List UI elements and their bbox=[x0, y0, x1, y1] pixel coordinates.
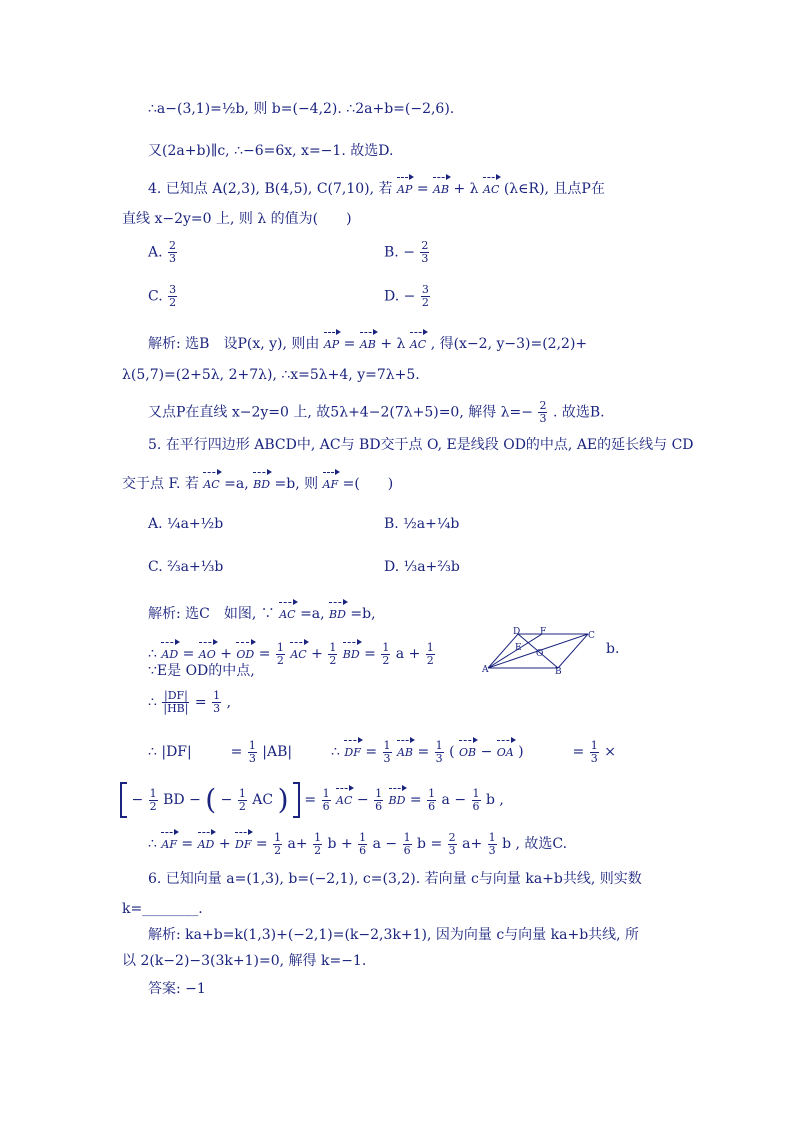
left-paren: ( bbox=[205, 783, 217, 816]
numerator: |DF| bbox=[163, 689, 188, 702]
q5-option-a bbox=[148, 515, 223, 533]
text: =b, 则 bbox=[274, 476, 319, 492]
text: − bbox=[454, 792, 467, 808]
text: a+ bbox=[462, 836, 483, 852]
numerator: 1 bbox=[314, 830, 322, 844]
q6-solution-line-1 bbox=[148, 926, 639, 944]
label-D: D bbox=[513, 627, 521, 637]
numerator: 1 bbox=[428, 786, 436, 800]
text: − bbox=[480, 744, 493, 760]
text: D. ⅓a+⅔b bbox=[384, 559, 460, 575]
text: a+ bbox=[287, 836, 308, 852]
text: = bbox=[364, 646, 376, 662]
numerator: 2 bbox=[539, 399, 547, 412]
label-F: F bbox=[540, 627, 547, 637]
text: + bbox=[218, 836, 231, 852]
text: =a, bbox=[224, 476, 249, 492]
text: b bbox=[327, 836, 337, 852]
vector-AC: AC bbox=[410, 330, 426, 354]
text: λ bbox=[396, 336, 406, 352]
denominator: 6 bbox=[375, 799, 383, 813]
q6-solution-line-2 bbox=[122, 952, 366, 970]
text: ∴ bbox=[331, 744, 340, 760]
fraction bbox=[328, 642, 337, 667]
denominator: 6 bbox=[403, 843, 411, 857]
text: =( ) bbox=[342, 476, 394, 492]
text: b bbox=[417, 836, 427, 852]
fraction bbox=[590, 740, 599, 765]
text: AC bbox=[252, 792, 274, 808]
vector-AD: AD bbox=[198, 830, 215, 854]
vector-BD: BD bbox=[389, 786, 406, 810]
text: − bbox=[356, 792, 369, 808]
text: , 故选C. bbox=[515, 836, 568, 852]
q6-answer bbox=[148, 980, 206, 998]
text: ∴ bbox=[148, 646, 157, 662]
fraction bbox=[427, 788, 436, 813]
denominator: 3 bbox=[383, 751, 391, 765]
text: 5. 在平行四边形 ABCD中, AC与 BD交于点 O, E是线段 OD的中点, AE的延长线与 CD bbox=[148, 437, 694, 453]
fraction bbox=[472, 788, 481, 813]
fraction bbox=[168, 284, 177, 309]
text: B. − bbox=[384, 244, 415, 261]
denominator: 3 bbox=[539, 412, 547, 425]
fraction bbox=[168, 240, 177, 265]
text: = bbox=[304, 792, 317, 808]
q5-option-b bbox=[384, 515, 459, 533]
text: b bbox=[502, 836, 512, 852]
denominator: 2 bbox=[314, 843, 322, 857]
text: = bbox=[255, 836, 268, 852]
fraction bbox=[162, 690, 189, 715]
text: , bbox=[226, 694, 232, 711]
text: 答案: −1 bbox=[148, 981, 206, 997]
text: 交于点 F. 若 bbox=[122, 476, 199, 492]
label-C: C bbox=[588, 631, 595, 641]
denominator: 6 bbox=[472, 799, 480, 813]
question-4-line-2 bbox=[122, 210, 352, 228]
text: + bbox=[453, 181, 466, 197]
text: . 故选B. bbox=[552, 404, 605, 421]
text: + bbox=[340, 836, 353, 852]
numerator: 1 bbox=[375, 786, 383, 800]
right-bracket bbox=[293, 782, 300, 818]
text: , bbox=[499, 792, 504, 808]
q5-solution-line-4 bbox=[148, 690, 231, 715]
denominator: 3 bbox=[448, 843, 456, 857]
denominator: 6 bbox=[322, 799, 330, 813]
text: a bbox=[395, 646, 405, 662]
label-B: B bbox=[555, 667, 562, 674]
vector-AF: AF bbox=[161, 830, 177, 854]
text: a bbox=[441, 792, 450, 808]
numerator: 1 bbox=[329, 640, 337, 654]
numerator: 1 bbox=[435, 738, 443, 752]
text: A. ¼a+½b bbox=[148, 516, 224, 532]
label-A: A bbox=[482, 665, 489, 674]
left-bracket bbox=[120, 782, 127, 818]
numerator: 1 bbox=[213, 689, 221, 702]
denominator: 2 bbox=[329, 653, 337, 667]
text: 解析: 选C 如图, ∵ bbox=[148, 606, 275, 622]
text: = bbox=[181, 836, 194, 852]
q5-solution-line-7 bbox=[148, 830, 567, 857]
denominator: 6 bbox=[359, 843, 367, 857]
text: + bbox=[380, 336, 393, 352]
text: , 得(x−2, y−3)=(2,2)+ bbox=[430, 336, 588, 352]
text: + bbox=[408, 646, 421, 662]
text: |AB| bbox=[262, 744, 293, 760]
numerator: 2 bbox=[421, 239, 429, 252]
denominator: 3 bbox=[488, 843, 496, 857]
q4-option-c bbox=[148, 284, 178, 309]
denominator: 2 bbox=[238, 799, 246, 813]
text: 4. 已知点 A(2,3), B(4,5), C(7,10), 若 bbox=[148, 181, 393, 197]
denominator: 3 bbox=[421, 252, 429, 265]
text: = bbox=[430, 836, 443, 852]
denominator: 3 bbox=[169, 252, 177, 265]
text: λ bbox=[469, 181, 479, 197]
text: − bbox=[220, 792, 233, 808]
denominator: 3 bbox=[248, 751, 256, 765]
text: = bbox=[182, 646, 195, 662]
text: C. ⅔a+⅓b bbox=[148, 559, 224, 575]
denominator: 3 bbox=[435, 751, 443, 765]
denominator: 3 bbox=[590, 751, 598, 765]
numerator: 1 bbox=[382, 640, 390, 654]
numerator: 1 bbox=[322, 786, 330, 800]
numerator: 2 bbox=[448, 830, 456, 844]
q4-solution-line-3 bbox=[148, 400, 605, 425]
fraction bbox=[238, 788, 247, 813]
vector-AB: AB bbox=[397, 738, 413, 762]
text: 又(2a+b)∥c, ∴−6=6x, x=−1. 故选D. bbox=[148, 143, 394, 159]
numerator: 1 bbox=[274, 830, 282, 844]
text: 又点P在直线 x−2y=0 上, 故5λ+4−2(7λ+5)=0, 解得 λ=− bbox=[148, 404, 534, 421]
denominator: 2 bbox=[276, 653, 284, 667]
parallelogram-diagram bbox=[480, 626, 600, 674]
q4-solution-line-1 bbox=[148, 330, 587, 354]
vector-AP: AP bbox=[324, 330, 339, 354]
text: ∴a−(3,1)=½b, 则 b=(−4,2). ∴2a+b=(−2,6). bbox=[148, 101, 455, 117]
vector-AC: AC bbox=[290, 640, 306, 664]
numerator: 1 bbox=[403, 830, 411, 844]
question-4-line-1 bbox=[148, 175, 605, 199]
fraction bbox=[374, 788, 383, 813]
numerator: 1 bbox=[238, 786, 246, 800]
numerator: 1 bbox=[472, 786, 480, 800]
q5-option-c bbox=[148, 558, 223, 576]
text: D. − bbox=[384, 288, 416, 305]
numerator: 1 bbox=[488, 830, 496, 844]
denominator: 2 bbox=[149, 799, 157, 813]
fraction bbox=[149, 788, 158, 813]
numerator: 1 bbox=[383, 738, 391, 752]
fraction bbox=[273, 832, 282, 857]
q5-solution-line-3 bbox=[148, 662, 255, 680]
answer-blank: k=________. bbox=[122, 901, 203, 917]
fraction bbox=[420, 240, 429, 265]
fraction bbox=[381, 642, 390, 667]
numerator: 1 bbox=[590, 738, 598, 752]
text: =b, bbox=[350, 606, 376, 622]
text: A. bbox=[148, 244, 163, 261]
q4-solution-line-2 bbox=[122, 366, 420, 384]
vector-OD: OD bbox=[236, 640, 254, 664]
text: ∴ |DF| bbox=[148, 744, 192, 760]
question-6-line-2 bbox=[122, 900, 203, 918]
denominator: 2 bbox=[382, 653, 390, 667]
text: = bbox=[417, 744, 430, 760]
text: = bbox=[572, 744, 585, 760]
vector-AB: AB bbox=[360, 330, 376, 354]
vector-AC: AC bbox=[336, 786, 352, 810]
text: =a, bbox=[300, 606, 325, 622]
q5-solution-line-2-tail bbox=[606, 640, 619, 658]
fraction bbox=[488, 832, 497, 857]
numerator: 1 bbox=[248, 738, 256, 752]
text: C. bbox=[148, 288, 163, 305]
vector-AC: AC bbox=[279, 600, 295, 624]
fraction bbox=[322, 788, 331, 813]
vector-BD: BD bbox=[329, 600, 346, 624]
text: b bbox=[485, 792, 495, 808]
numerator: 1 bbox=[426, 640, 434, 654]
vector-OB: OB bbox=[459, 738, 476, 762]
fraction bbox=[435, 740, 444, 765]
text: ) bbox=[518, 744, 524, 760]
vector-DF: DF bbox=[344, 738, 360, 762]
q4-option-b bbox=[384, 240, 430, 265]
q5-solution-line-6 bbox=[120, 782, 504, 818]
text: − bbox=[131, 792, 144, 808]
denominator: 2 bbox=[426, 653, 434, 667]
fraction bbox=[248, 740, 257, 765]
text: b. bbox=[606, 641, 620, 657]
numerator: 1 bbox=[149, 786, 157, 800]
numerator: 1 bbox=[276, 640, 284, 654]
solution-line-2 bbox=[148, 142, 393, 160]
vector-AB: AB bbox=[433, 175, 449, 199]
denominator: 2 bbox=[421, 296, 429, 309]
q5-solution-line-1 bbox=[148, 600, 376, 624]
text: = bbox=[416, 181, 429, 197]
text: × bbox=[604, 744, 616, 760]
vector-AC: AC bbox=[203, 470, 219, 494]
text: λ(5,7)=(2+5λ, 2+7λ), ∴x=5λ+4, y=7λ+5. bbox=[122, 367, 420, 383]
fraction bbox=[426, 642, 435, 667]
fraction bbox=[212, 690, 221, 715]
vector-AP: AP bbox=[397, 175, 412, 199]
denominator: |HB| bbox=[163, 702, 189, 715]
text: − bbox=[189, 792, 201, 808]
fraction bbox=[358, 832, 367, 857]
fraction bbox=[276, 642, 285, 667]
text: (λ∈R), 且点P在 bbox=[503, 181, 605, 197]
vector-AF: AF bbox=[323, 470, 339, 494]
fraction bbox=[538, 400, 547, 425]
vector-BD: BD bbox=[343, 640, 360, 664]
text: ∵E是 OD的中点, bbox=[148, 663, 255, 679]
text: 直线 x−2y=0 上, 则 λ 的值为( ) bbox=[122, 211, 352, 227]
label-E: E bbox=[515, 643, 522, 653]
text: 解析: ka+b=k(1,3)+(−2,1)=(k−2,3k+1), 因为向量 c与向量 ka+b共线, 所 bbox=[148, 927, 640, 943]
text: 6. 已知向量 a=(1,3), b=(−2,1), c=(3,2). 若向量 c与向量 ka+b共线, 则实数 bbox=[148, 871, 642, 887]
q5-option-d bbox=[384, 558, 460, 576]
question-5-line-1 bbox=[148, 436, 694, 454]
right-paren: ) bbox=[277, 783, 289, 816]
vector-AC: AC bbox=[483, 175, 499, 199]
vector-BD: BD bbox=[253, 470, 270, 494]
text: BD bbox=[163, 792, 185, 808]
text: ∴ bbox=[148, 694, 157, 711]
vector-AD: AD bbox=[161, 640, 178, 664]
q4-option-a bbox=[148, 240, 178, 265]
text: B. ½a+¼b bbox=[384, 516, 460, 532]
text: = bbox=[365, 744, 378, 760]
vector-OA: OA bbox=[497, 738, 514, 762]
numerator: 3 bbox=[421, 283, 429, 296]
numerator: 1 bbox=[359, 830, 367, 844]
fraction bbox=[448, 832, 457, 857]
question-6-line-1 bbox=[148, 870, 642, 888]
q4-option-d bbox=[384, 284, 431, 309]
text: + bbox=[220, 646, 232, 662]
text: 以 2(k−2)−3(3k+1)=0, 解得 k=−1. bbox=[122, 953, 367, 969]
fraction bbox=[313, 832, 322, 857]
q5-solution-line-5 bbox=[148, 738, 616, 765]
text: + bbox=[311, 646, 323, 662]
fraction bbox=[403, 832, 412, 857]
denominator: 2 bbox=[274, 843, 282, 857]
text: 解析: 选B 设P(x, y), 则由 bbox=[148, 336, 320, 352]
fraction bbox=[421, 284, 430, 309]
text: ∴ bbox=[148, 836, 157, 852]
numerator: 2 bbox=[169, 239, 177, 252]
vector-AO: AO bbox=[199, 640, 216, 664]
fraction bbox=[383, 740, 392, 765]
text: = bbox=[230, 744, 243, 760]
text: − bbox=[385, 836, 398, 852]
question-5-line-2 bbox=[122, 470, 393, 494]
text: = bbox=[343, 336, 356, 352]
denominator: 6 bbox=[428, 799, 436, 813]
text: a bbox=[372, 836, 381, 852]
solution-line-1 bbox=[148, 100, 454, 118]
label-O: O bbox=[536, 649, 544, 659]
text: = bbox=[194, 694, 207, 711]
denominator: 2 bbox=[169, 296, 177, 309]
vector-DF: DF bbox=[235, 830, 251, 854]
text: = bbox=[409, 792, 422, 808]
denominator: 3 bbox=[213, 702, 221, 715]
text: ( bbox=[449, 744, 455, 760]
numerator: 3 bbox=[169, 283, 177, 296]
text: = bbox=[258, 646, 271, 662]
